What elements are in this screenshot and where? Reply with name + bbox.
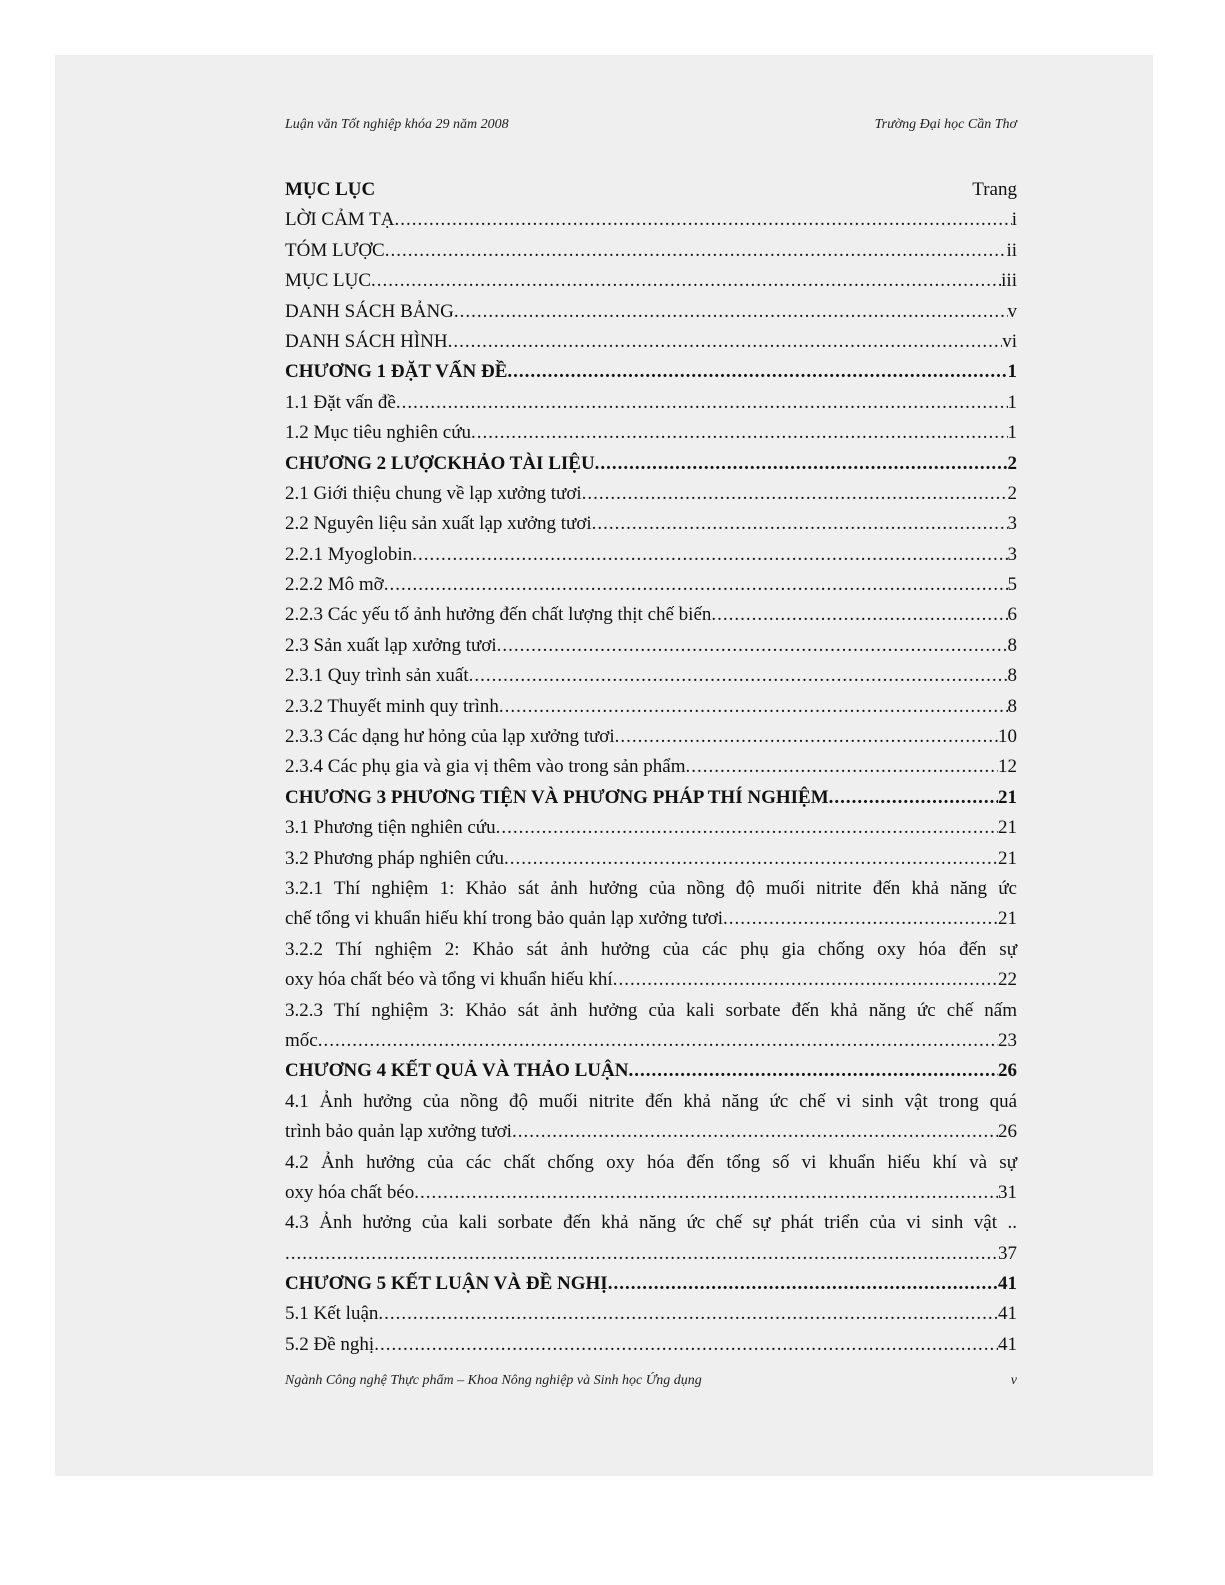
toc-entry-text: CHƯƠNG 2 LƯỢCKHẢO TÀI LIỆU — [285, 452, 595, 474]
dot-leader — [829, 783, 998, 813]
dot-leader — [582, 479, 1008, 509]
toc-entry[interactable] — [285, 1117, 1017, 1147]
dot-leader — [378, 1299, 998, 1329]
toc-entry[interactable] — [285, 266, 1017, 296]
toc-entry-text: chế tổng vi khuẩn hiếu khí trong bảo quản lạp xưởng tươi — [285, 908, 724, 930]
dot-leader — [448, 327, 1003, 357]
toc-entry[interactable] — [285, 388, 1017, 418]
toc-entry-page: 21 — [998, 847, 1017, 869]
toc-entry-text: 2.2.2 Mô mỡ — [285, 574, 384, 596]
page-label: Trang — [972, 179, 1017, 200]
toc-entry-text: oxy hóa chất béo — [285, 1181, 415, 1203]
toc-entry[interactable] — [285, 1178, 1017, 1208]
toc-entry[interactable] — [285, 449, 1017, 479]
toc-entry-page: 31 — [998, 1181, 1017, 1203]
toc-entry-page: 1 — [1007, 361, 1017, 383]
toc-entry-page: 3 — [1007, 513, 1017, 535]
dot-leader — [396, 388, 1008, 418]
toc-entry-page: 23 — [998, 1029, 1017, 1051]
toc-entry[interactable] — [285, 1269, 1017, 1299]
dot-leader — [686, 752, 999, 782]
dot-leader — [595, 449, 1008, 479]
dot-leader — [371, 266, 1001, 296]
toc-entry-page: vi — [1002, 330, 1017, 352]
footer-page-number: v — [1010, 1373, 1017, 1388]
toc-entry-text: 2.3.3 Các dạng hư hỏng của lạp xưởng tươi — [285, 726, 615, 748]
toc-entry-page: iii — [1001, 270, 1017, 292]
dot-leader — [628, 1056, 998, 1086]
toc-entry-text: 2.3.1 Quy trình sản xuất — [285, 665, 469, 687]
toc-entry-page: 1 — [1007, 391, 1017, 413]
toc-entry-text: MỤC LỤC — [285, 270, 372, 292]
toc-entry[interactable] — [285, 1056, 1017, 1086]
toc-entry-text: 1.2 Mục tiêu nghiên cứu — [285, 422, 472, 444]
page-header — [285, 117, 1017, 133]
toc-entry-page: 21 — [998, 786, 1017, 808]
dot-leader — [507, 357, 1007, 387]
toc-entry[interactable] — [285, 661, 1017, 691]
toc-entry-page: 26 — [998, 1121, 1017, 1143]
toc-entry-text: LỜI CẢM TẠ — [285, 209, 395, 231]
toc-entry-line: 3.2.3 Thí nghiệm 3: Khảo sát ảnh hưởng của kali sorbate đến khả năng ức chế nấm — [285, 999, 1017, 1021]
toc-entry-text: 2.3.2 Thuyết minh quy trình — [285, 695, 499, 717]
toc-entry-text: 5.2 Đề nghị — [285, 1333, 375, 1355]
toc-entry-line: 4.1 Ảnh hưởng của nồng độ muối nitrite đến khả năng ức chế vi sinh vật trong quá — [285, 1090, 1017, 1112]
toc-entry[interactable] — [285, 236, 1017, 266]
toc-entry-page: 2 — [1007, 482, 1017, 504]
toc-entry-text: 2.1 Giới thiệu chung về lạp xưởng tươi — [285, 482, 582, 504]
dot-leader — [285, 1239, 998, 1269]
toc-entry-text: CHƯƠNG 3 PHƯƠNG TIỆN VÀ PHƯƠNG PHÁP THÍ NGHIỆM — [285, 786, 829, 808]
toc-entry-text: oxy hóa chất béo và tổng vi khuẩn hiếu khí — [285, 969, 613, 991]
toc-entry-text: 3.1 Phương tiện nghiên cứu — [285, 817, 496, 839]
toc-entry[interactable] — [285, 1239, 1017, 1269]
dot-leader — [723, 904, 998, 934]
toc-entry[interactable] — [285, 1026, 1017, 1056]
page-footer — [285, 1373, 1017, 1389]
dot-leader — [374, 1330, 998, 1360]
toc-entry-page: 10 — [998, 726, 1017, 748]
toc-entry-page: v — [1007, 300, 1017, 322]
toc-entry-text: TÓM LƯỢC — [285, 239, 385, 261]
toc-entry[interactable] — [285, 813, 1017, 843]
toc-entry-text: 5.1 Kết luận — [285, 1303, 379, 1325]
toc-entry-text: CHƯƠNG 4 KẾT QUẢ VÀ THẢO LUẬN — [285, 1060, 629, 1082]
dot-leader — [414, 1178, 998, 1208]
toc-entry-page: 8 — [1007, 665, 1017, 687]
toc-entry[interactable] — [285, 783, 1017, 813]
dot-leader — [469, 661, 1008, 691]
toc-entry-page: 41 — [998, 1303, 1017, 1325]
toc-entry-text: 1.1 Đặt vấn đề — [285, 391, 396, 413]
toc-entry-text: mốc — [285, 1029, 318, 1051]
toc-entry[interactable] — [285, 692, 1017, 722]
toc-entry-page: 8 — [1007, 695, 1017, 717]
toc-entry-text: 2.2 Nguyên liệu sản xuất lạp xưởng tươi — [285, 513, 592, 535]
toc-entry-page: 12 — [998, 756, 1017, 778]
toc-entry-text: CHƯƠNG 5 KẾT LUẬN VÀ ĐỀ NGHỊ — [285, 1273, 608, 1295]
table-of-contents — [285, 175, 1017, 1360]
dot-leader — [385, 236, 1007, 266]
toc-entry-text: 2.2.1 Myoglobin — [285, 543, 413, 565]
toc-entry-text: DANH SÁCH HÌNH — [285, 330, 448, 352]
toc-entry[interactable] — [285, 722, 1017, 752]
toc-entry[interactable] — [285, 965, 1017, 995]
document-page — [55, 55, 1153, 1476]
toc-entry[interactable] — [285, 205, 1017, 235]
toc-entry-page: 37 — [998, 1242, 1017, 1264]
toc-entry[interactable] — [285, 600, 1017, 630]
toc-entry-line: 3.2.1 Thí nghiệm 1: Khảo sát ảnh hưởng của nồng độ muối nitrite đến khả năng ức — [285, 877, 1017, 899]
toc-entry-page: 26 — [998, 1060, 1017, 1082]
toc-entry[interactable] — [285, 1330, 1017, 1360]
toc-entry-text: 2.3 Sản xuất lạp xưởng tươi — [285, 634, 497, 656]
toc-entry[interactable] — [285, 752, 1017, 782]
toc-entry-page: 41 — [998, 1273, 1017, 1295]
footer-left: Ngành Công nghệ Thực phẩm – Khoa Nông nghiệp và Sinh học Ứng dụng — [285, 1373, 702, 1388]
dot-leader — [454, 297, 1008, 327]
dot-leader — [318, 1026, 998, 1056]
header-right: Trường Đại học Cần Thơ — [874, 117, 1017, 132]
toc-entry[interactable] — [285, 631, 1017, 661]
dot-leader — [608, 1269, 998, 1299]
dot-leader — [394, 205, 1011, 235]
toc-entry[interactable] — [285, 479, 1017, 509]
toc-entry-page: 5 — [1007, 574, 1017, 596]
dot-leader — [497, 631, 1008, 661]
toc-entry-page: i — [1011, 209, 1017, 231]
toc-entry-text: CHƯƠNG 1 ĐẶT VẤN ĐỀ — [285, 361, 508, 383]
toc-entry-page: 3 — [1007, 543, 1017, 565]
toc-entry[interactable] — [285, 844, 1017, 874]
toc-entry[interactable] — [285, 904, 1017, 934]
toc-entry-page: 6 — [1007, 604, 1017, 626]
toc-entry-page: 41 — [998, 1333, 1017, 1355]
dot-leader — [471, 418, 1007, 448]
dot-leader — [512, 1117, 998, 1147]
dot-leader — [613, 965, 998, 995]
toc-entry-text: 2.3.4 Các phụ gia và gia vị thêm vào trong sản phẩm — [285, 756, 686, 778]
toc-entry-line: 4.2 Ảnh hưởng của các chất chống oxy hóa đến tổng số vi khuẩn hiếu khí và sự — [285, 1151, 1017, 1173]
dot-leader — [499, 692, 1008, 722]
toc-entry-text: DANH SÁCH BẢNG — [285, 300, 454, 322]
toc-entry-text: trình bảo quản lạp xưởng tươi — [285, 1121, 512, 1143]
toc-entry-page: 2 — [1007, 452, 1017, 474]
toc-title: MỤC LỤC — [285, 179, 376, 200]
dot-leader — [592, 509, 1008, 539]
toc-entry-page: 21 — [998, 908, 1017, 930]
toc-entry-page: 21 — [998, 817, 1017, 839]
toc-entry-line: 3.2.2 Thí nghiệm 2: Khảo sát ảnh hưởng của các phụ gia chống oxy hóa đến sự — [285, 938, 1017, 960]
dot-leader — [496, 813, 998, 843]
toc-entry[interactable] — [285, 540, 1017, 570]
toc-entry[interactable] — [285, 509, 1017, 539]
toc-entry-text: 2.2.3 Các yếu tố ảnh hưởng đến chất lượng thịt chế biến — [285, 604, 712, 626]
dot-leader — [615, 722, 998, 752]
dot-leader — [711, 600, 1007, 630]
toc-entry[interactable] — [285, 327, 1017, 357]
toc-entry[interactable] — [285, 1299, 1017, 1329]
dot-leader — [412, 540, 1007, 570]
toc-entry[interactable] — [285, 297, 1017, 327]
toc-entry-text: 3.2 Phương pháp nghiên cứu — [285, 847, 505, 869]
toc-entry-line: 4.3 Ảnh hưởng của kali sorbate đến khả năng ức chế sự phát triển của vi sinh vật .. — [285, 1212, 1017, 1234]
toc-entry[interactable] — [285, 418, 1017, 448]
toc-entry-page: ii — [1006, 239, 1017, 261]
dot-leader — [504, 844, 998, 874]
toc-entry-page: 8 — [1007, 634, 1017, 656]
toc-entry-page: 1 — [1007, 422, 1017, 444]
toc-title-row — [285, 175, 1017, 205]
toc-entry[interactable] — [285, 357, 1017, 387]
toc-entry-page: 22 — [998, 969, 1017, 991]
header-left: Luận văn Tốt nghiệp khóa 29 năm 2008 — [285, 117, 509, 132]
toc-entry[interactable] — [285, 570, 1017, 600]
dot-leader — [384, 570, 1008, 600]
